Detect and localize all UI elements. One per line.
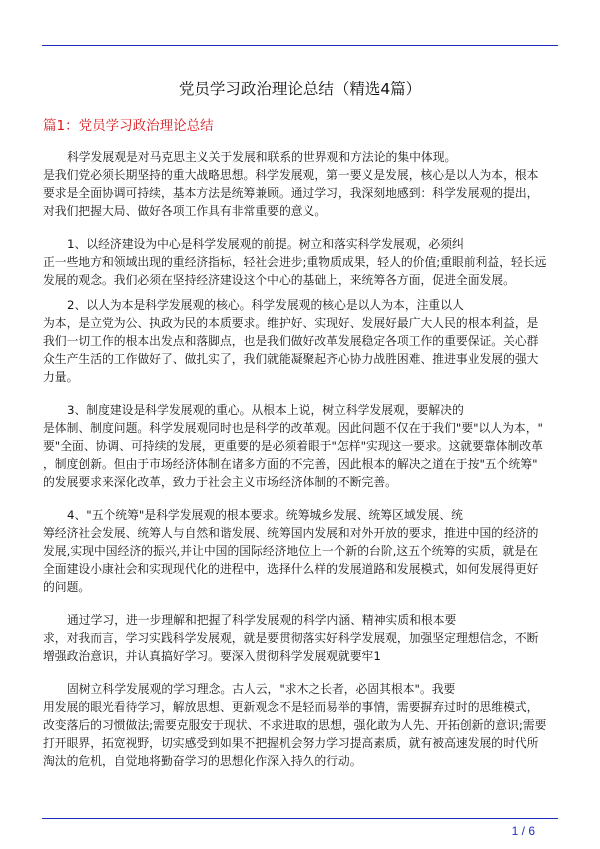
- paragraph-line: 2、以人为本是科学发展观的核心。科学发展观的核心是以人为本，注重以人: [67, 298, 464, 312]
- paragraph-line: 正一些地方和领域出现的重经济指标，轻社会进步;重物质成果，轻人的价值;重眼前利益，轻长远: [43, 254, 547, 269]
- top-rule: [42, 45, 558, 46]
- body-paragraph: [43, 149, 563, 221]
- section-heading: 篇1：党员学习政治理论总结: [43, 118, 214, 134]
- paragraph-line: 用发展的眼光看待学习，解放思想、更新观念不是轻而易举的事情，需要摒弃过时的思维模式，: [43, 699, 539, 714]
- document-title: 党员学习政治理论总结（精选4篇）: [178, 80, 422, 98]
- paragraph-line: 改变落后的习惯做法;需要克服安于现状、不求进取的思想，强化敢为人先、开拓创新的意识;需要: [43, 717, 547, 732]
- paragraph-line: 发展,实现中国经济的振兴,并让中国的国际经济地位上一个新的台阶,这五个统筹的实质，就是在: [43, 543, 538, 558]
- paragraph-line: 力量。: [43, 369, 79, 384]
- body-paragraph: [43, 402, 563, 492]
- paragraph-line: 淘汰的危机，自觉地将勤奋学习的思想化作深入持久的行动。: [43, 753, 362, 768]
- paragraph-line: 固树立科学发展观的学习理念。古人云，"求木之长者，必固其根本"。我要: [67, 682, 456, 696]
- body-paragraph: [43, 297, 563, 387]
- paragraph-line: 通过学习，进一步理解和把握了科学发展观的科学内涵、精神实质和根本要: [67, 613, 457, 627]
- paragraph-line: 4、"五个统筹"是科学发展观的根本要求。统筹城乡发展、统筹区域发展、统: [67, 508, 463, 522]
- page-number: 1 / 6: [511, 824, 535, 838]
- paragraph-line: 1、以经济建设为中心是科学发展观的前提。树立和落实科学发展观，必须纠: [67, 237, 464, 251]
- paragraph-line: 的发展要求来深化改革，致力于社会主义市场经济体制的不断完善。: [43, 474, 397, 489]
- paragraph-line: 筹经济社会发展、统筹人与自然和谐发展、统筹国内发展和对外开放的要求，推进中国的经济的: [43, 525, 539, 540]
- paragraph-line: 的问题。: [43, 579, 91, 594]
- paragraph-line: 打开眼界，拓宽视野，切实感受到如果不把握机会努力学习提高素质，就有被高速发展的时代所: [43, 735, 539, 750]
- paragraph-line: 3、制度建设是科学发展观的重心。从根本上说，树立科学发展观，要解决的: [67, 403, 464, 417]
- body-paragraph: [43, 681, 563, 771]
- paragraph-line: 要"全面、协调、可持续的发展，更重要的是必须着眼于"怎样"实现这一要求。这就要靠体制改革: [43, 438, 543, 453]
- paragraph-line: 是我们党必须长期坚持的重大战略思想。科学发展观，第一要义是发展，核心是以人为本，根本: [43, 167, 539, 182]
- paragraph-line: 为本，是立党为公、执政为民的本质要求。维护好、实现好、发展好最广大人民的根本利益，是: [43, 315, 539, 330]
- body-paragraph: [43, 612, 563, 666]
- paragraph-line: 求，对我而言，学习实践科学发展观，就是要贯彻落实好科学发展观，加强坚定理想信念，不断: [43, 630, 539, 645]
- body-paragraph: [43, 236, 563, 290]
- paragraph-line: 是体制、制度问题。科学发展观同时也是科学的改革观。因此问题不仅在于我们"要"以人为本，": [43, 420, 543, 435]
- paragraph-line: 要求是全面协调可持续，基本方法是统筹兼顾。通过学习，我深刻地感到：科学发展观的提出，: [43, 185, 539, 200]
- bottom-rule: [42, 818, 558, 819]
- paragraph-line: 增强政治意识，并认真搞好学习。要深入贯彻科学发展观就要牢1: [43, 648, 381, 663]
- paragraph-line: 发展的观念。我们必须在坚持经济建设这个中心的基础上，来统筹各方面，促进全面发展。: [43, 272, 515, 287]
- paragraph-line: 我们一切工作的根本出发点和落脚点，也是我们做好改革发展稳定各项工作的重要保证。关心群: [43, 333, 539, 348]
- paragraph-line: ，制度创新。但由于市场经济体制在诸多方面的不完善，因此根本的解决之道在于按"五个统筹": [43, 456, 538, 471]
- paragraph-line: 科学发展观是对马克思主义关于发展和联系的世界观和方法论的集中体现。: [67, 150, 457, 164]
- body-paragraph: [43, 507, 563, 597]
- paragraph-line: 全面建设小康社会和实现现代化的进程中，选择什么样的发展道路和发展模式，如何发展得更好: [43, 561, 539, 576]
- paragraph-line: 众生产生活的工作做好了、做扎实了，我们就能凝聚起齐心协力战胜困难、推进事业发展的强大: [43, 351, 539, 366]
- paragraph-line: 对我们把握大局、做好各项工作具有非常重要的意义。: [43, 203, 327, 218]
